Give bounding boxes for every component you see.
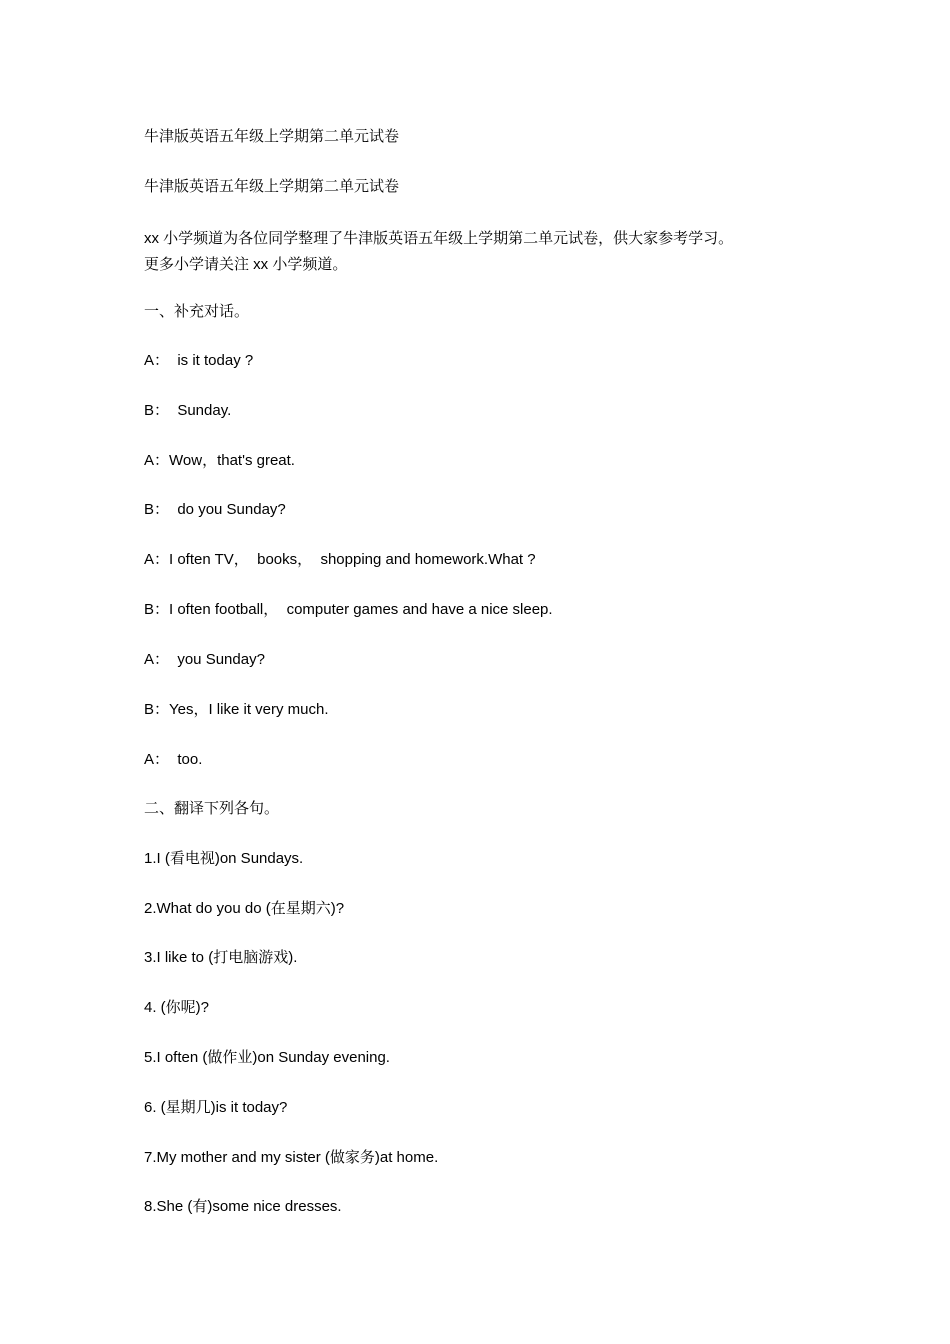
translation-item: 7.My mother and my sister (做家务)at home.: [144, 1149, 439, 1166]
intro-line: xx 小学频道为各位同学整理了牛津版英语五年级上学期第二单元试卷，供大家参考学习。: [144, 230, 734, 247]
translation-item: 4. (你呢)?: [144, 999, 210, 1016]
dialogue-line: B：Yes，I like it very much.: [144, 701, 329, 718]
document-title: 牛津版英语五年级上学期第二单元试卷: [144, 128, 400, 145]
dialogue-line: B： do you Sunday?: [144, 501, 286, 518]
dialogue-line: A： is it today ?: [144, 352, 254, 369]
dialogue-line: A： you Sunday?: [144, 651, 265, 668]
translation-item: 5.I often (做作业)on Sunday evening.: [144, 1049, 390, 1066]
dialogue-line: A： too.: [144, 751, 203, 768]
dialogue-line: B： Sunday.: [144, 402, 232, 419]
section-title: 二、翻译下列各句。: [144, 800, 280, 817]
translation-item: 6. (星期几)is it today?: [144, 1099, 288, 1116]
translation-item: 8.She (有)some nice dresses.: [144, 1198, 342, 1215]
section-title: 一、补充对话。: [144, 303, 250, 320]
dialogue-line: A：Wow，that's great.: [144, 452, 295, 469]
document-heading: 牛津版英语五年级上学期第二单元试卷: [144, 178, 400, 195]
intro-line: 更多小学请关注 xx 小学频道。: [144, 256, 348, 273]
dialogue-line: B：I often football， computer games and have a nice sleep.: [144, 601, 553, 618]
translation-item: 2.What do you do (在星期六)?: [144, 900, 345, 917]
translation-item: 3.I like to (打电脑游戏).: [144, 949, 298, 966]
dialogue-line: A：I often TV， books， shopping and homework.What ?: [144, 551, 536, 568]
intro-paragraph: [144, 226, 824, 278]
translation-item: 1.I (看电视)on Sundays.: [144, 850, 304, 867]
